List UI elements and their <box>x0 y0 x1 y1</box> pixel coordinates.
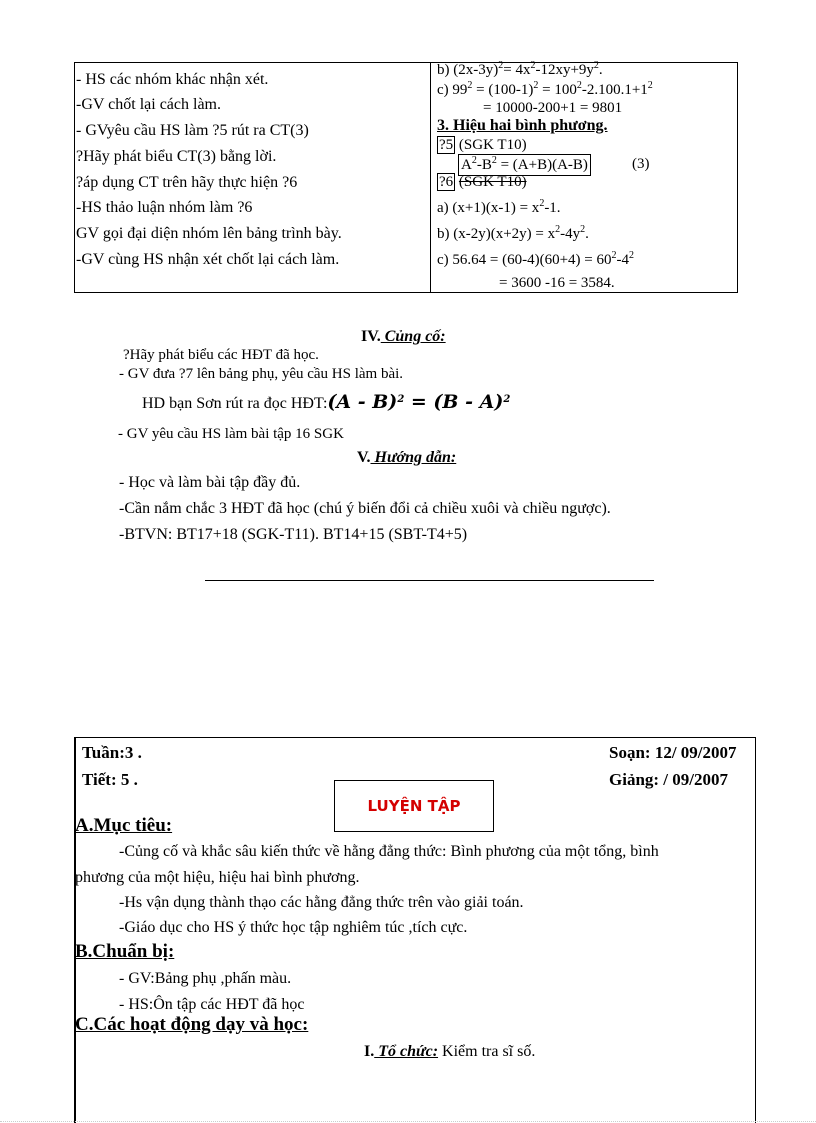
question-5: ?5 (SGK T10) <box>439 137 527 153</box>
separator-line <box>205 580 654 581</box>
cungco-line-1: ?Hãy phát biểu các HĐT đã học. <box>123 347 319 363</box>
cungco-line-2: - GV đưa ?7 lên bảng phụ, yêu cầu HS làm bài. <box>119 366 404 382</box>
cungco-line-4: - GV yêu cầu HS làm bài tập 16 SGK <box>118 426 344 442</box>
answer-b: b) $(x-2y)(x+2y) = x^2-4y^2$. <box>437 224 589 242</box>
huongdan-line-3: -BTVN: BT17+18 (SGK-T11). BT14+15 (SBT-T4+5) <box>119 526 468 543</box>
table-divider <box>430 63 431 292</box>
cungco-heading: IV. Củng cố: <box>361 328 446 345</box>
formula-c-result: = 10000-200+1 = 9801 <box>483 100 623 116</box>
page-bottom-edge <box>0 1121 816 1122</box>
preparation-line-2: - HS:Ôn tập các HĐT đã học <box>119 996 305 1013</box>
lesson-title: LUYỆN TẬP <box>367 797 461 815</box>
organization-line: I. Tổ chức: Kiểm tra sĩ số. <box>364 1043 536 1060</box>
left-line-3: - GVyêu cầu HS làm ?5 rút ra CT(3) <box>76 122 309 139</box>
huongdan-heading: V. Hướng dẫn: <box>357 449 457 466</box>
huongdan-line-2: -Cần nắm chắc 3 HĐT đã học (chú ý biến đổi cả chiều xuôi và chiều ngược). <box>119 500 611 517</box>
left-line-2: -GV chốt lại cách làm. <box>76 96 221 113</box>
huongdan-line-1: - Học và làm bài tập đầy đủ. <box>119 474 301 491</box>
formula-c-line: c) $99^2 = (100-1)^2 = 100^2-2.100.1+1^2$ <box>437 80 653 98</box>
left-line-1: - HS các nhóm khác nhận xét. <box>76 71 269 88</box>
objectives-heading: A.Mục tiêu: <box>75 815 173 836</box>
formula-3-number: (3) <box>632 156 650 172</box>
formula-b-line: b) $(2x-3y)^2= 4x^2-12xy+9y^2$. <box>437 60 603 78</box>
objective-line-1: -Củng cố và khắc sâu kiến thức về hằng đẳng thức: Bình phương của một tổng, bình <box>119 843 659 860</box>
period-label: Tiết: 5 . <box>82 770 138 789</box>
formula-hdt: (A - B)$^2$ = (B - A)$^2$ <box>327 391 511 413</box>
objective-line-2: phương của một hiệu, hiệu hai bình phương. <box>75 869 360 886</box>
objective-line-3: -Hs vận dụng thành thạo các hằng đẳng thức trên vào giải toán. <box>119 894 524 911</box>
answer-c-result: = 3600 -16 = 3584. <box>499 275 615 291</box>
cungco-line-3: HD bạn Sơn rút ra đọc HĐT:(A - B)$^2$ = (B - A)$^2$ <box>142 391 511 413</box>
left-line-4: ?Hãy phát biểu CT(3) bằng lời. <box>76 148 277 165</box>
teaching-date: Giảng: / 09/2007 <box>609 770 729 789</box>
left-line-5: ?áp dụng CT trên hãy thực hiện ?6 <box>76 174 298 191</box>
answer-a: a) $(x+1)(x-1) = x^2-1$. <box>437 198 561 216</box>
activities-heading: C.Các hoạt động dạy và học: <box>75 1014 309 1035</box>
prepared-date: Soạn: 12/ 09/2007 <box>609 743 737 762</box>
preparation-heading: B.Chuẩn bị: <box>75 941 175 962</box>
objective-line-4: -Giáo dục cho HS ý thức học tập nghiêm túc ,tích cực. <box>119 919 468 936</box>
answer-c: c) $56.64 = (60-4)(60+4) = 60^2-4^2$ <box>437 250 635 268</box>
question-6: ?6 (SGK T10) <box>439 174 527 190</box>
left-line-8: -GV cùng HS nhận xét chốt lại cách làm. <box>76 251 340 268</box>
section-difference-of-squares: 3. Hiệu hai bình phương. <box>437 117 608 134</box>
preparation-line-1: - GV:Bảng phụ ,phấn màu. <box>119 970 292 987</box>
left-line-7: GV gọi đại diện nhóm lên bảng trình bày. <box>76 225 342 242</box>
left-line-6: -HS thảo luận nhóm làm ?6 <box>76 199 253 216</box>
lesson-title-box <box>334 780 494 832</box>
week-label: Tuần:3 . <box>82 743 142 762</box>
formula-3-box: $A^2-B^2 = (A+B)(A-B)$ <box>458 154 591 176</box>
